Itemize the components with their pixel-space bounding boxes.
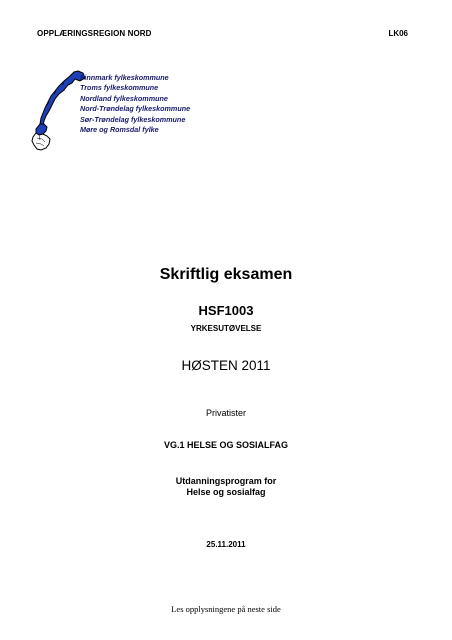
northern-counties-shape	[40, 71, 85, 125]
exam-title: Skriftlig eksamen	[159, 266, 293, 283]
header-curriculum: LK06	[388, 29, 408, 38]
exam-term: HØSTEN 2011	[181, 358, 271, 373]
county-item: Møre og Romsdal fylke	[80, 125, 159, 135]
trondelag-shape	[36, 124, 47, 135]
education-programme	[0, 476, 452, 498]
exam-subject: YRKESUTØVELSE	[190, 324, 262, 333]
county-item: Nord-Trøndelag fylkeskommune	[80, 104, 191, 114]
education-line-1: Utdanningsprogram for	[175, 476, 277, 486]
southern-norway-shape	[32, 133, 50, 150]
exam-programme: VG.1 HELSE OG SOSIALFAG	[163, 440, 289, 450]
county-item: Sør-Trøndelag fylkeskommune	[80, 114, 186, 124]
exam-candidates: Privatister	[205, 408, 246, 418]
footer-note: Les opplysningene på neste side	[171, 604, 281, 614]
county-item: Finnmark fylkeskommune	[80, 73, 169, 82]
county-list	[80, 73, 190, 135]
exam-date: 25.11.2011	[206, 540, 246, 549]
county-item: Troms fylkeskommune	[80, 83, 159, 93]
exam-code: HSF1003	[198, 303, 254, 318]
header-region: OPPLÆRINGSREGION NORD	[37, 29, 152, 38]
county-item: Nordland fylkeskommune	[80, 93, 168, 103]
norway-map-icon	[28, 69, 86, 151]
education-line-2: Helse og sosialfag	[186, 487, 266, 497]
